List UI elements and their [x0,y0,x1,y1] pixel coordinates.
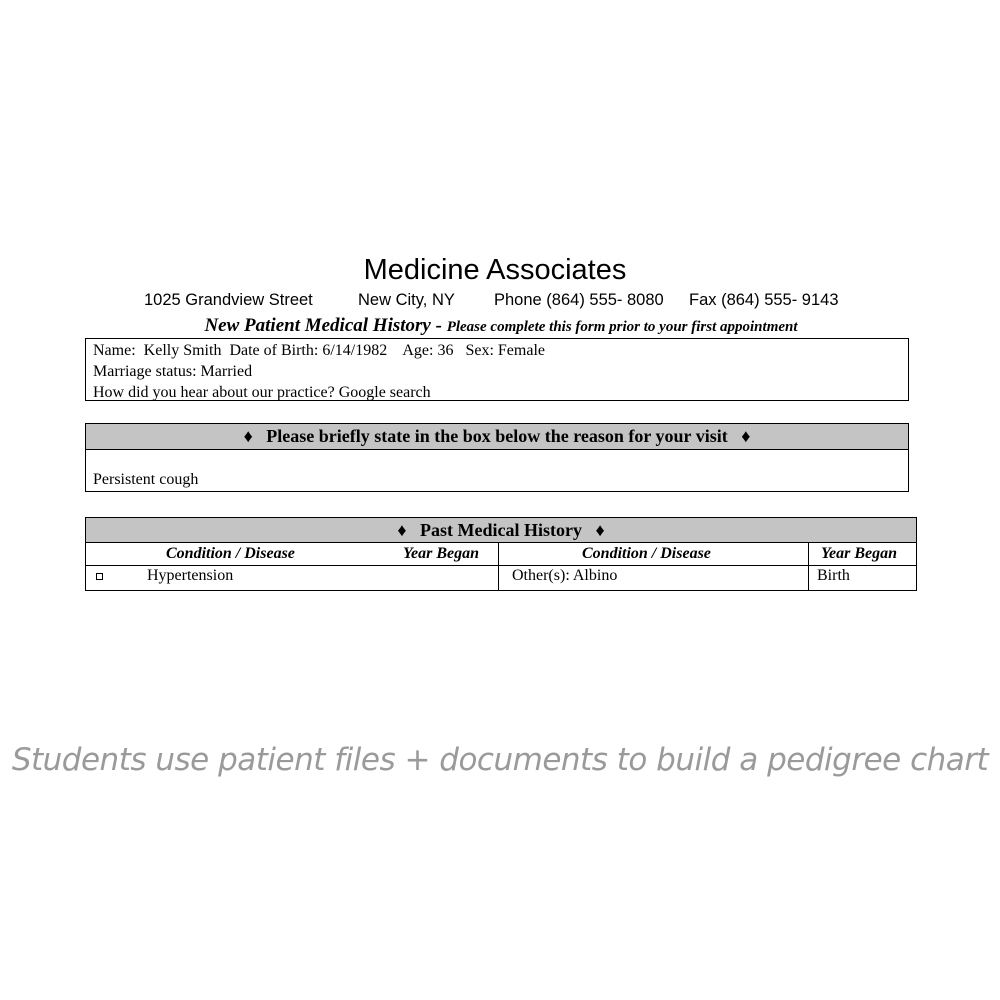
patient-info-row-3 [93,382,908,403]
name-label: Name: [93,342,136,359]
patient-marriage-status: Married [200,363,253,380]
marriage-label: Marriage status: [93,363,197,380]
condition-right-value: Other(s): Albino [512,567,618,584]
medical-history-form [85,250,917,591]
column-header-year: Year Began [821,545,897,562]
clinic-fax: Fax (864) 555- 9143 [689,291,839,309]
column-header-condition: Condition / Disease [582,545,711,562]
clinic-city: New City, NY [358,291,455,309]
patient-dob: 6/14/1982 [322,342,388,359]
diamond-icon: ♦ [595,520,605,540]
dob-label: Date of Birth: [229,342,319,359]
sex-label: Sex: [465,342,494,359]
patient-age: 36 [437,342,454,359]
clinic-name: Medicine Associates [363,254,627,286]
year-right-value: Birth [817,567,850,584]
reason-header-text: Please briefly state in the box below the reason for your visit [266,426,728,446]
patient-name: Kelly Smith [143,342,222,359]
history-header-text: Past Medical History [420,520,582,540]
patient-sex: Female [497,342,545,359]
table-divider [86,565,916,566]
reason-for-visit-value: Persistent cough [93,471,199,488]
reason-for-visit-box [85,423,909,492]
diamond-icon: ♦ [243,426,253,446]
history-table [86,543,916,591]
column-header-condition: Condition / Disease [166,545,295,562]
patient-referral: Google search [338,384,431,401]
form-title-instructions: Please complete this form prior to your first appointment [446,319,798,335]
patient-info-row-2 [93,361,908,382]
patient-info-box [85,338,909,401]
history-section-header [86,518,916,543]
patient-info-row-1 [93,340,908,361]
referral-label: How did you hear about our practice? [93,384,335,401]
caption-text: Students use patient files + documents to build a pedigree chart [11,742,989,778]
diamond-icon: ♦ [397,520,407,540]
column-header-year: Year Began [403,545,479,562]
reason-section-header [86,424,908,450]
past-medical-history-box [85,517,917,591]
diamond-icon: ♦ [741,426,751,446]
condition-left-value: Hypertension [147,567,234,584]
clinic-phone: Phone (864) 555- 8080 [494,291,664,309]
clinic-street: 1025 Grandview Street [144,291,313,309]
form-title-main: New Patient Medical History - [204,315,442,336]
clinic-contact-line [85,290,917,314]
age-label: Age: [402,342,434,359]
condition-checkbox[interactable] [96,573,103,580]
table-column-divider [808,543,809,590]
table-column-divider [498,543,499,590]
form-title [85,314,917,338]
